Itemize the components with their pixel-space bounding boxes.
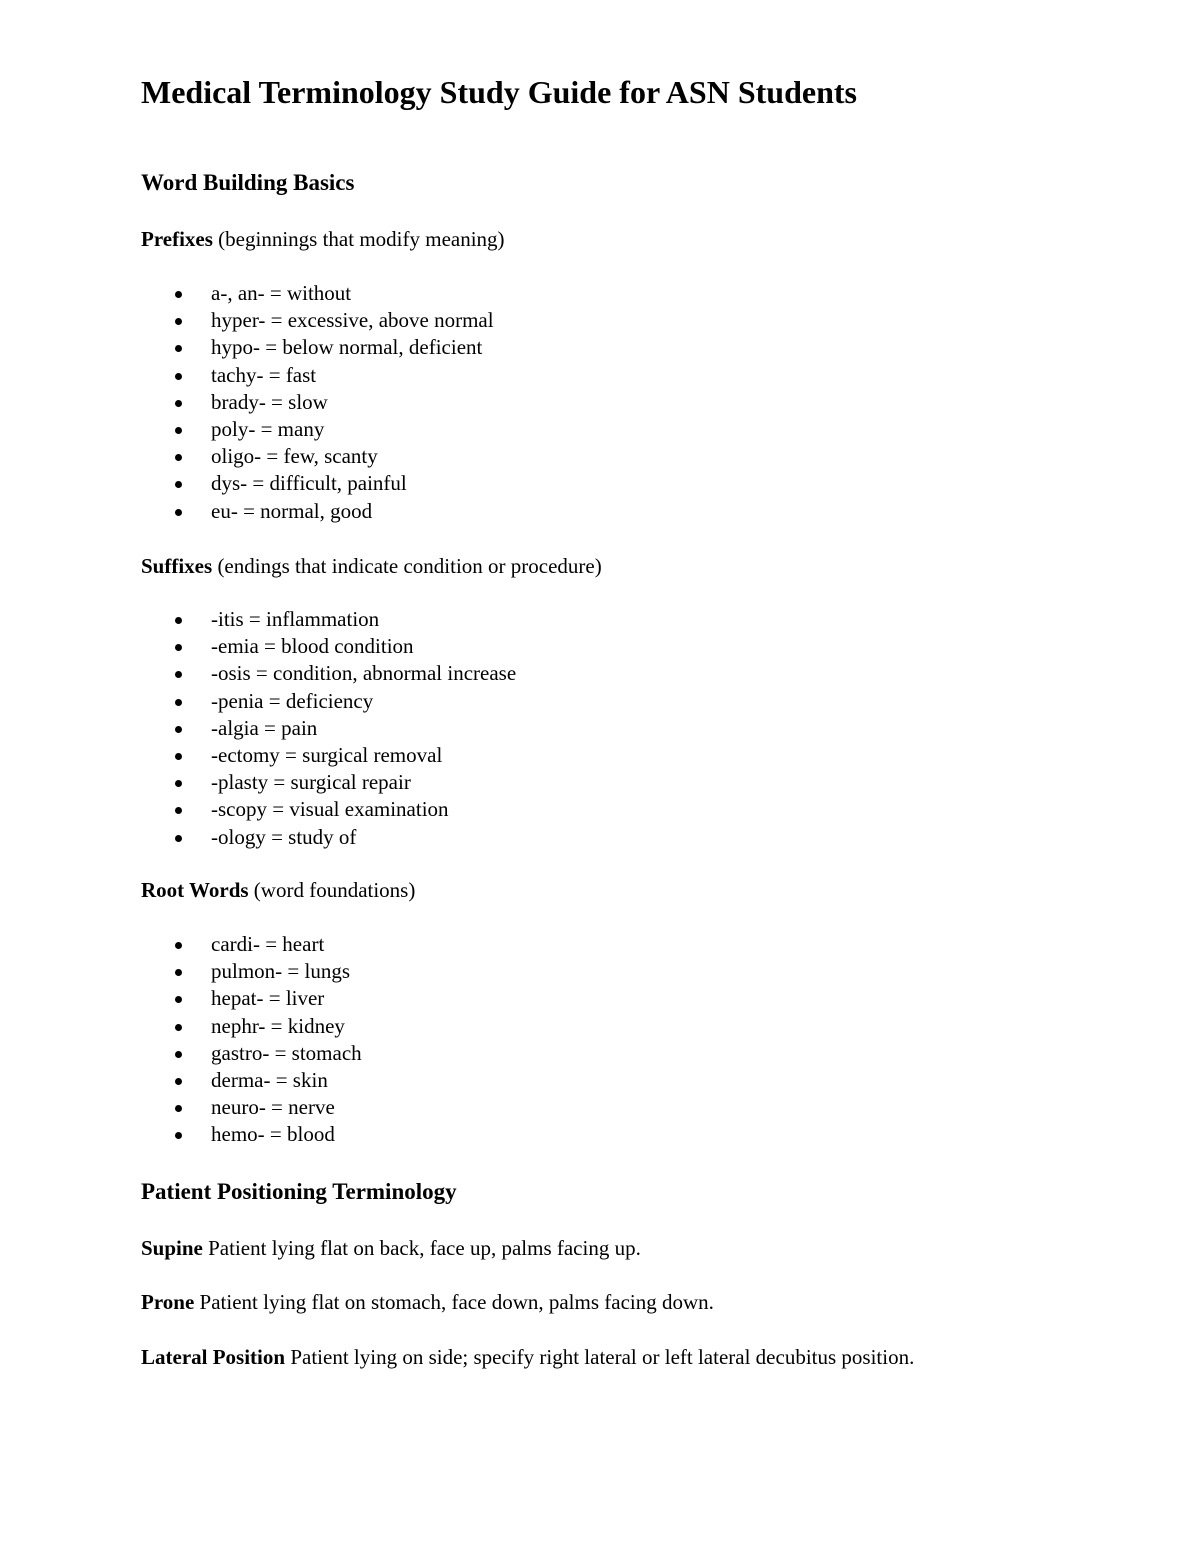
list-item-text: nephr- = kidney (211, 1013, 345, 1038)
bullet-icon (175, 1105, 182, 1112)
bullet-icon (175, 454, 182, 461)
list-item (141, 498, 494, 525)
roots-description: (word foundations) (253, 878, 416, 902)
list-item-text: -ology = study of (211, 824, 357, 849)
position-term-definition: Patient lying flat on stomach, face down, palms facing down. (199, 1290, 714, 1314)
list-item-text: -ectomy = surgical removal (211, 742, 443, 767)
prefixes-list (141, 280, 494, 525)
position-term-prone (141, 1288, 714, 1316)
bullet-icon (175, 291, 182, 298)
list-item (141, 416, 494, 443)
position-term-supine (141, 1234, 641, 1262)
bullet-icon (175, 481, 182, 488)
list-item (141, 715, 516, 742)
list-item-text: -plasty = surgical repair (211, 770, 411, 795)
list-item (141, 1013, 362, 1040)
bullet-icon (175, 1051, 182, 1058)
bullet-icon (175, 780, 182, 787)
bullet-icon (175, 400, 182, 407)
bullet-icon (175, 345, 182, 352)
list-item (141, 985, 362, 1012)
roots-label: Root Words (141, 878, 249, 902)
bullet-icon (175, 1024, 182, 1031)
list-item (141, 389, 494, 416)
list-item-text: pulmon- = lungs (211, 959, 351, 984)
bullet-icon (175, 644, 182, 651)
prefixes-description: (beginnings that modify meaning) (218, 227, 505, 251)
bullet-icon (175, 373, 182, 380)
list-item-text: derma- = skin (211, 1067, 328, 1092)
list-item (141, 796, 516, 823)
suffixes-description: (endings that indicate condition or procedure) (217, 554, 602, 578)
bullet-icon (175, 1132, 182, 1139)
position-term-definition: Patient lying on side; specify right lateral or left lateral decubitus position. (290, 1345, 915, 1369)
section-heading-positioning: Patient Positioning Terminology (141, 1179, 457, 1204)
bullet-icon (175, 726, 182, 733)
list-item-text: -scopy = visual examination (211, 797, 449, 822)
bullet-icon (175, 969, 182, 976)
bullet-icon (175, 671, 182, 678)
list-item-text: poly- = many (211, 416, 325, 441)
list-item (141, 769, 516, 796)
list-item (141, 633, 516, 660)
list-item (141, 824, 516, 851)
list-item (141, 470, 494, 497)
bullet-icon (175, 996, 182, 1003)
list-item (141, 443, 494, 470)
roots-list (141, 931, 362, 1149)
list-item (141, 1040, 362, 1067)
list-item-text: eu- = normal, good (211, 498, 373, 523)
list-item (141, 742, 516, 769)
bullet-icon (175, 807, 182, 814)
list-item (141, 307, 494, 334)
list-item-text: neuro- = nerve (211, 1095, 335, 1120)
list-item-text: gastro- = stomach (211, 1040, 362, 1065)
suffixes-intro (141, 552, 602, 580)
list-item (141, 1121, 362, 1148)
list-item-text: hyper- = excessive, above normal (211, 308, 494, 333)
list-item (141, 958, 362, 985)
suffixes-label: Suffixes (141, 554, 213, 578)
list-item-text: -penia = deficiency (211, 688, 374, 713)
position-term-label: Supine (141, 1236, 203, 1260)
list-item-text: oligo- = few, scanty (211, 444, 378, 469)
prefixes-label: Prefixes (141, 227, 213, 251)
list-item-text: hypo- = below normal, deficient (211, 335, 483, 360)
roots-intro (141, 876, 415, 904)
position-term-label: Lateral Position (141, 1345, 286, 1369)
prefixes-intro (141, 225, 505, 253)
list-item (141, 931, 362, 958)
list-item-text: -osis = condition, abnormal increase (211, 661, 517, 686)
list-item (141, 606, 516, 633)
bullet-icon (175, 427, 182, 434)
suffixes-list (141, 606, 516, 851)
document-title: Medical Terminology Study Guide for ASN Students (141, 74, 857, 110)
list-item-text: -algia = pain (211, 715, 318, 740)
list-item-text: cardi- = heart (211, 932, 325, 956)
list-item-text: brady- = slow (211, 389, 328, 414)
list-item (141, 660, 516, 687)
list-item-text: hepat- = liver (211, 986, 325, 1011)
list-item-text: hemo- = blood (211, 1122, 335, 1147)
section-heading-word-building: Word Building Basics (141, 170, 355, 195)
list-item-text: -itis = inflammation (211, 607, 380, 631)
list-item (141, 334, 494, 361)
list-item (141, 362, 494, 389)
position-term-label: Prone (141, 1290, 195, 1314)
list-item-text: tachy- = fast (211, 362, 317, 387)
list-item-text: -emia = blood condition (211, 634, 414, 659)
list-item (141, 1067, 362, 1094)
list-item-text: dys- = difficult, painful (211, 471, 407, 496)
bullet-icon (175, 942, 182, 949)
bullet-icon (175, 1078, 182, 1085)
position-term-definition: Patient lying flat on back, face up, palms facing up. (208, 1236, 641, 1260)
list-item (141, 688, 516, 715)
bullet-icon (175, 699, 182, 706)
position-term-lateral (141, 1343, 914, 1371)
list-item (141, 280, 494, 307)
bullet-icon (175, 753, 182, 760)
bullet-icon (175, 509, 182, 516)
bullet-icon (175, 318, 182, 325)
bullet-icon (175, 617, 182, 624)
bullet-icon (175, 835, 182, 842)
list-item-text: a-, an- = without (211, 281, 352, 305)
list-item (141, 1094, 362, 1121)
